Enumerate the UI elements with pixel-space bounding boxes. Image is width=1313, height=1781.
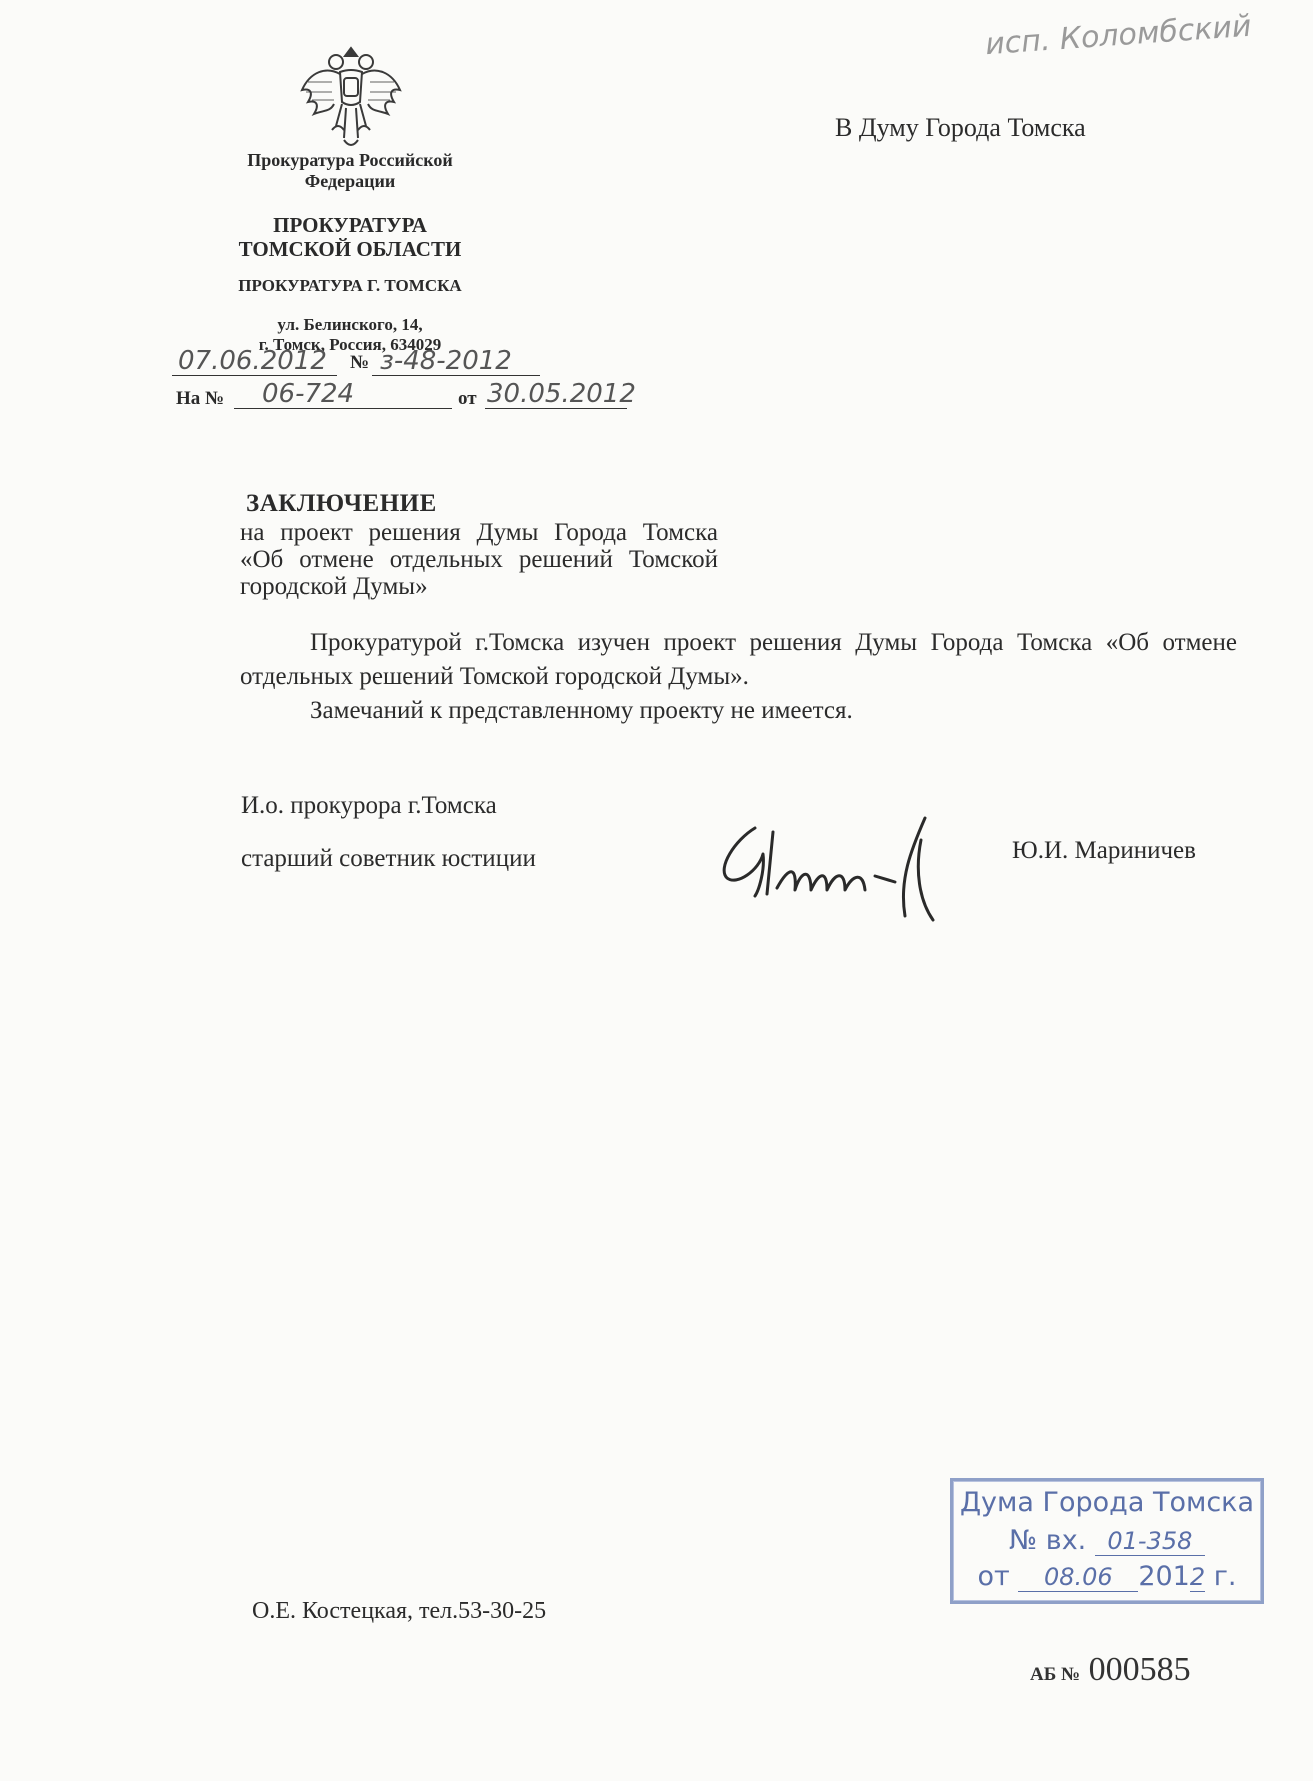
body-paragraph-2: Замечаний к представленному проекту не имеется. (310, 697, 853, 724)
stamp-date: 08.06 (1018, 1563, 1138, 1592)
signer-position-2: старший советник юстиции (241, 845, 536, 872)
outgoing-date: 07.06.2012 (178, 346, 327, 376)
outgoing-number: з-48-2012 (380, 346, 512, 376)
stamp-number-label: № вх. (1009, 1525, 1087, 1556)
stamp-title: Дума Города Томска (959, 1487, 1255, 1518)
outgoing-date-line (172, 375, 337, 376)
registration-stamp (950, 1478, 1264, 1604)
stamp-date-row (953, 1561, 1261, 1592)
body-paragraph-1: Прокуратурой г.Томска изучен проект решения Думы Города Томска «Об отмене отдельных решений Томской городской Думы». (240, 629, 1237, 690)
sender-line2: Федерации (304, 171, 396, 191)
reference-number-line (234, 408, 452, 409)
document-subject: на проект решения Думы Города Томска «Об отмене отдельных решений Томской городской Думы» (240, 519, 718, 600)
addressee: В Думу Города Томска (835, 113, 1086, 142)
signer-position-1: И.о. прокурора г.Томска (241, 792, 497, 819)
stamp-number-row (953, 1525, 1261, 1556)
reference-date-line (485, 408, 627, 409)
outgoing-number-line (372, 375, 540, 376)
handwritten-signature-icon (715, 810, 975, 930)
reference-date: 30.05.2012 (487, 379, 636, 409)
form-serial (1030, 1651, 1191, 1689)
serial-number: 000585 (1088, 1651, 1191, 1688)
coat-of-arms-icon (296, 42, 406, 160)
stamp-year-suffix: 2 (1189, 1563, 1206, 1591)
reference-date-label: от (458, 388, 477, 409)
stamp-year-end: г. (1213, 1561, 1237, 1592)
executor-contact: О.Е. Костецкая, тел.53-30-25 (252, 1598, 547, 1624)
stamp-year-prefix: 201 (1138, 1561, 1190, 1592)
corner-handwritten-note: исп. Коломбский (984, 8, 1253, 63)
sender-line5: ПРОКУРАТУРА Г. ТОМСКА (238, 276, 462, 295)
signer-name: Ю.И. Мариничев (1012, 837, 1196, 864)
reference-label: На № (176, 388, 225, 409)
sender-address1: ул. Белинского, 14, (277, 315, 423, 334)
reference-number: 06-724 (262, 379, 355, 409)
sender-line4: ТОМСКОЙ ОБЛАСТИ (238, 237, 462, 261)
stamp-number: 01-358 (1095, 1527, 1205, 1556)
sender-address2: г. Томск, Россия, 634029 (258, 335, 442, 354)
serial-label: АБ № (1030, 1664, 1081, 1685)
sender-line3: ПРОКУРАТУРА (273, 213, 427, 237)
sender-header (205, 150, 495, 355)
sender-line1: Прокуратура Российской (247, 150, 453, 170)
stamp-date-label: от (977, 1561, 1010, 1592)
document-title: ЗАКЛЮЧЕНИЕ (246, 490, 437, 517)
outgoing-number-label: № (350, 352, 370, 373)
